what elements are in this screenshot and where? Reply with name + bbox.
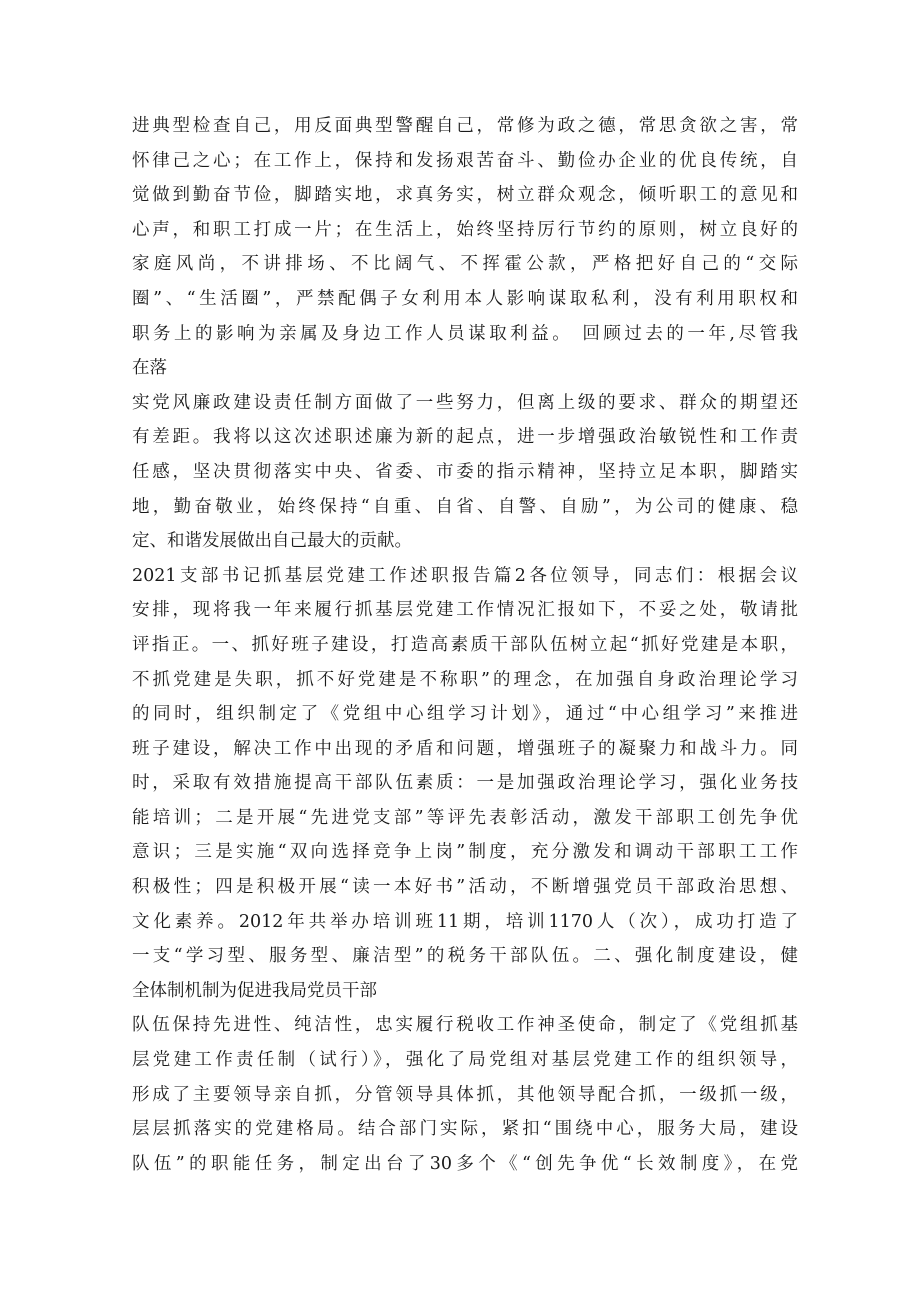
text-line: 队伍”的职能任务，制定出台了30多个《“创先争优“长效制度》，在党 <box>132 1153 798 1174</box>
text-line: 文化素养。2012年共举办培训班11期，培训1170人（次），成功打造了 <box>132 911 798 932</box>
text-line: 实党风廉政建设责任制方面做了一些努力，但离上级的要求、群众的期望还 <box>132 392 798 413</box>
text-line: 层层抓落实的党建格局。结合部门实际，紧扣“围绕中心，服务大局，建设 <box>132 1119 798 1140</box>
text-line: 心声，和职工打成一片；在生活上，始终坚持厉行节约的原则，树立良好的 <box>132 219 798 240</box>
text-line: 不抓党建是失职，抓不好党建是不称职”的理念，在加强自身政治理论学习 <box>132 669 798 690</box>
text-line: 职务上的影响为亲属及身边工作人员谋取利益。 回顾过去的一年,尽管我 <box>132 323 798 344</box>
text-line: 怀律己之心；在工作上，保持和发扬艰苦奋斗、勤俭办企业的优良传统，自 <box>132 150 798 171</box>
text-line: 觉做到勤奋节俭，脚踏实地，求真务实，树立群众观念，倾听职工的意见和 <box>132 185 798 206</box>
text-line: 家庭风尚，不讲排场、不比阔气、不挥霍公款，严格把好自己的“交际 <box>132 254 798 275</box>
text-line: 一支“学习型、服务型、廉洁型”的税务干部队伍。二、强化制度建设，健 <box>132 946 798 967</box>
text-line: 班子建设，解决工作中出现的矛盾和问题，增强班子的凝聚力和战斗力。同 <box>132 738 798 759</box>
text-line: 圈”、“生活圈”，严禁配偶子女利用本人影响谋取私利，没有利用职权和 <box>132 288 798 309</box>
text-line: 能培训；二是开展“先进党支部”等评先表彰活动，激发干部职工创先争优 <box>132 807 798 828</box>
text-line: 意识；三是实施“双向选择竞争上岗”制度，充分激发和调动干部职工工作 <box>132 842 798 863</box>
text-line: 2021支部书记抓基层党建工作述职报告篇2各位领导，同志们：根据会议 <box>132 565 798 586</box>
text-line: 安排，现将我一年来履行抓基层党建工作情况汇报如下，不妥之处，敬请批 <box>132 600 798 621</box>
text-line: 层党建工作责任制（试行）》，强化了局党组对基层党建工作的组织领导， <box>132 1050 798 1071</box>
text-line: 定、和谐发展做出自己最大的贡献。 <box>132 531 412 552</box>
text-line: 评指正。一、抓好班子建设，打造高素质干部队伍树立起“抓好党建是本职， <box>132 634 798 655</box>
text-line: 有差距。我将以这次述职述廉为新的起点，进一步增强政治敏锐性和工作责 <box>132 427 798 448</box>
text-line: 形成了主要领导亲自抓，分管领导具体抓，其他领导配合抓，一级抓一级， <box>132 1084 798 1105</box>
text-line: 地，勤奋敬业，始终保持“自重、自省、自警、自励”，为公司的健康、稳 <box>132 496 798 517</box>
text-line: 全体制机制为促进我局党员干部 <box>132 980 377 1001</box>
text-line: 任感，坚决贯彻落实中央、省委、市委的指示精神，坚持立足本职，脚踏实 <box>132 461 798 482</box>
text-line: 时，采取有效措施提高干部队伍素质：一是加强政治理论学习，强化业务技 <box>132 773 798 794</box>
text-line: 在落 <box>132 358 167 379</box>
text-line: 的同时，组织制定了《党组中心组学习计划》，通过“中心组学习”来推进 <box>132 704 798 725</box>
document-body <box>132 109 798 1181</box>
text-line: 队伍保持先进性、纯洁性，忠实履行税收工作神圣使命，制定了《党组抓基 <box>132 1015 798 1036</box>
text-line: 进典型检查自己，用反面典型警醒自己，常修为政之德，常思贪欲之害，常 <box>132 116 798 136</box>
text-line: 积极性；四是积极开展“读一本好书”活动，不断增强党员干部政治思想、 <box>132 877 798 898</box>
